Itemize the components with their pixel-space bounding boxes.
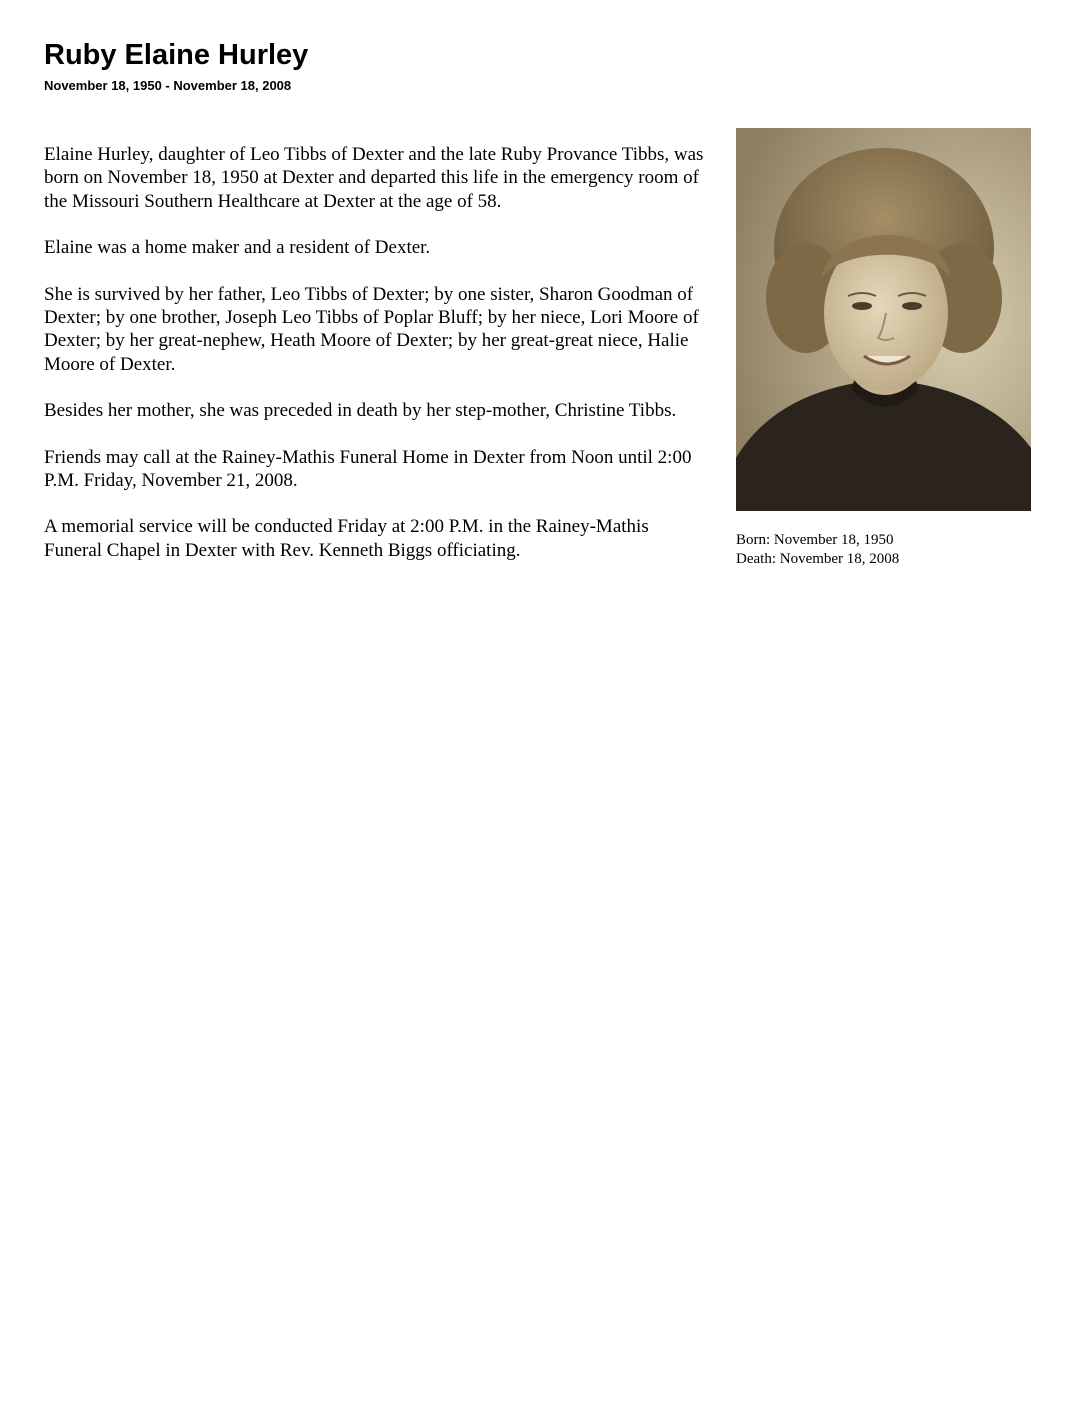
born-date: Born: November 18, 1950 [736, 532, 894, 548]
portrait-photo [736, 128, 1031, 511]
life-dates: November 18, 1950 - November 18, 2008 [44, 78, 292, 93]
death-date: Death: November 18, 2008 [736, 551, 900, 567]
paragraph-occupation: Elaine was a home maker and a resident of Dexter. [44, 237, 431, 259]
paragraph-survivors: She is survived by her father, Leo Tibbs of Dexter; by one sister, Sharon Goodman of Dexter; by one brother, Joseph Leo Tibbs of Poplar Bluff; by her niece, Lori Moore of Dexter; by her great-nephew, Heath Moore of Dexter; by her great-great niece, Halie Moore of Dexter. [44, 283, 699, 375]
photo-caption [736, 531, 1036, 569]
paragraph-intro: Elaine Hurley, daughter of Leo Tibbs of Dexter and the late Ruby Provance Tibbs, was born on November 18, 1950 at Dexter and departed this life in the emergency room of the Missouri Southern Healthcare at Dexter at the age of 58. [44, 144, 704, 212]
paragraph-visitation: Friends may call at the Rainey-Mathis Funeral Home in Dexter from Noon until 2:00 P.M. Friday, November 21, 2008. [44, 446, 692, 492]
obituary-header [44, 38, 684, 94]
portrait-image [736, 128, 1031, 511]
page-title: Ruby Elaine Hurley [44, 39, 309, 71]
obituary-text [44, 143, 704, 585]
paragraph-service: A memorial service will be conducted Friday at 2:00 P.M. in the Rainey-Mathis Funeral Chapel in Dexter with Rev. Kenneth Biggs officiating. [44, 516, 649, 561]
paragraph-preceded: Besides her mother, she was preceded in death by her step-mother, Christine Tibbs. [44, 400, 677, 422]
